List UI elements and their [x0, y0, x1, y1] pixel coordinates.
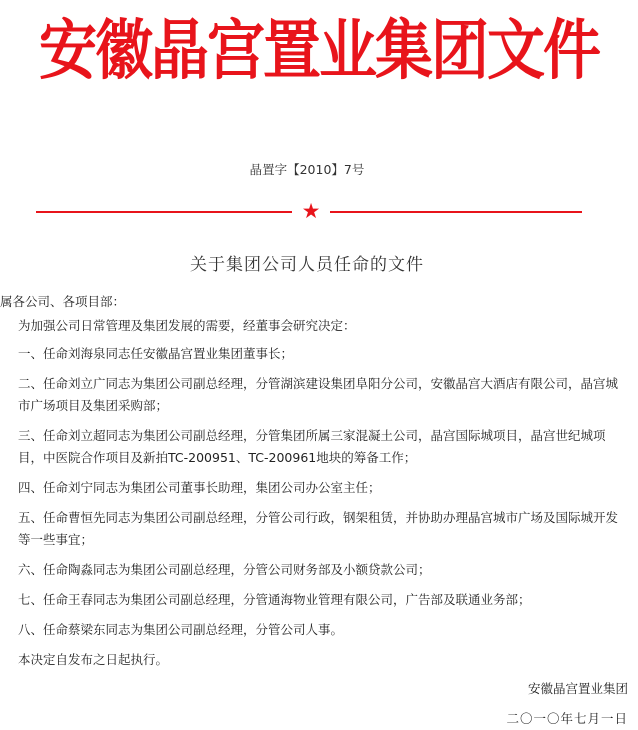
star-icon: ★ [301, 199, 321, 223]
divider-line-right [330, 211, 582, 213]
signature: 安徽晶宫置业集团 [527, 681, 628, 696]
appointment-item-3: 三、任命刘立超同志为集团公司副总经理，分管集团所属三家混凝土公司，晶宫国际城项目，晶宫世纪城项目，中医院合作项目及新拍TC-200951、TC-200961地块的筹备工作； [18, 428, 606, 465]
document-body [0, 291, 622, 675]
closing-statement: 本决定自发布之日起执行。 [18, 652, 169, 667]
appointment-item-6: 六、任命陶淼同志为集团公司副总经理，分管公司财务部及小额贷款公司； [18, 562, 431, 577]
appointment-item-1: 一、任命刘海泉同志任安徽晶宫置业集团董事长； [18, 346, 294, 361]
appointment-item-5: 五、任命曹恒先同志为集团公司副总经理，分管公司行政，钢架租赁，并协助办理晶宫城市广场及国际城开发等一些事宜； [18, 510, 619, 547]
appointment-item-2: 二、任命刘立广同志为集团公司副总经理，分管湖滨建设集团阜阳分公司，安徽晶宫大酒店有限公司，晶宫城市广场项目及集团采购部； [18, 376, 619, 413]
document-title: 关于集团公司人员任命的文件 [190, 255, 424, 275]
masthead-title: 安徽晶宫置业集团文件 [38, 12, 599, 89]
document-number: 晶置字【2010】7号 [249, 162, 365, 177]
addressee: 属各公司、各项目部： [0, 294, 126, 309]
intro-paragraph: 为加强公司日常管理及集团发展的需要，经董事会研究决定： [18, 318, 356, 333]
appointment-item-4: 四、任命刘宁同志为集团公司董事长助理，集团公司办公室主任； [18, 480, 381, 495]
divider-line-left [36, 211, 292, 213]
issue-date: 二〇一〇年七月一日 [506, 711, 628, 726]
red-divider [36, 201, 582, 225]
appointment-item-7: 七、任命王春同志为集团公司副总经理，分管通海物业管理有限公司，广告部及联通业务部； [18, 592, 531, 607]
appointment-item-8: 八、任命蔡梁东同志为集团公司副总经理，分管公司人事。 [18, 622, 344, 637]
